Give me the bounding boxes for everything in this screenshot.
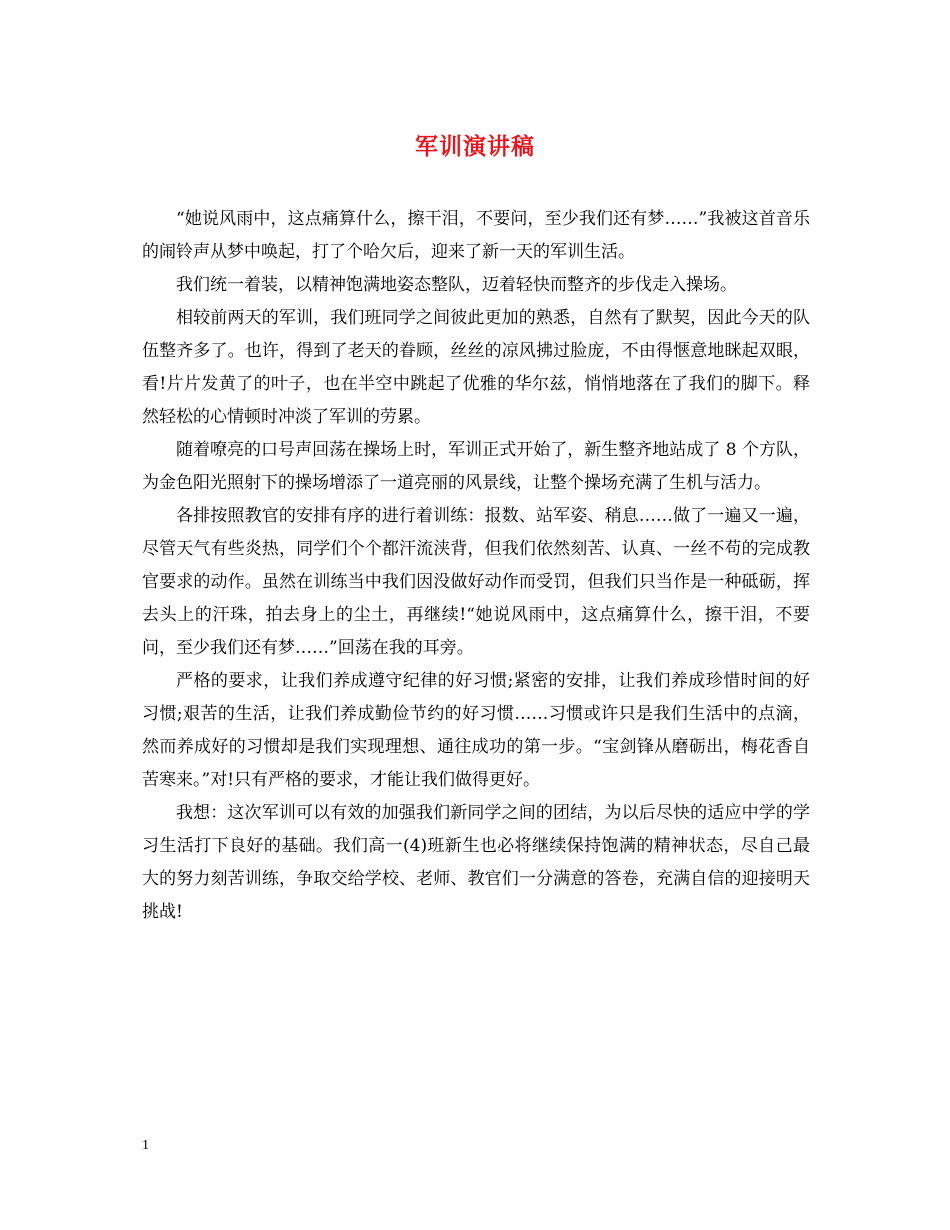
paragraph: 严格的要求，让我们养成遵守纪律的好习惯;紧密的安排，让我们养成珍惜时间的好习惯;艰苦的生活，让我们养成勤俭节约的好习惯……习惯或许只是我们生活中的点滴，然而养成好的习惯却是我们实现理想、通往成功的第一步。“宝剑锋从磨砺出，梅花香自苦寒来。”对!只有严格的要求，才能让我们做得更好。 <box>142 671 810 790</box>
paragraph: 相较前两天的军训，我们班同学之间彼此更加的熟悉，自然有了默契，因此今天的队伍整齐多了。也许，得到了老天的眷顾，丝丝的凉风拂过脸庞，不由得惬意地眯起双眼，看!片片发黄了的叶子，也在半空中跳起了优雅的华尔兹，悄悄地落在了我们的脚下。释然轻松的心情顿时冲淡了军训的劳累。 <box>142 308 810 427</box>
paragraph: 我想：这次军训可以有效的加强我们新同学之间的团结，为以后尽快的适应中学的学习生活打下良好的基础。我们高一(4)班新生也必将继续保持饱满的精神状态，尽自己最大的努力刻苦训练，争取交给学校、老师、教官们一分满意的答卷，充满自信的迎接明天挑战! <box>142 803 810 922</box>
paragraph: “她说风雨中，这点痛算什么，擦干泪，不要问，至少我们还有梦……”我被这首音乐的闹铃声从梦中唤起，打了个哈欠后，迎来了新一天的军训生活。 <box>142 209 810 262</box>
page-number: 1 <box>142 1138 149 1153</box>
document-body <box>142 203 810 929</box>
paragraph: 随着嘹亮的口号声回荡在操场上时，军训正式开始了，新生整齐地站成了 8 个方队，为金色阳光照射下的操场增添了一道亮丽的风景线，让整个操场充满了生机与活力。 <box>142 440 810 493</box>
page-title: 军训演讲稿 <box>415 133 535 160</box>
paragraph: 我们统一着装，以精神饱满地姿态整队，迈着轻快而整齐的步伐走入操场。 <box>176 275 737 295</box>
paragraph: 各排按照教官的安排有序的进行着训练：报数、站军姿、稍息……做了一遍又一遍，尽管天气有些炎热，同学们个个都汗流浃背，但我们依然刻苦、认真、一丝不苟的完成教官要求的动作。虽然在训练当中我们因没做好动作而受罚，但我们只当作是一种砥砺，挥去头上的汗珠，拍去身上的尘土，再继续!“她说风雨中，这点痛算什么，擦干泪，不要问，至少我们还有梦……”回荡在我的耳旁。 <box>142 506 810 658</box>
